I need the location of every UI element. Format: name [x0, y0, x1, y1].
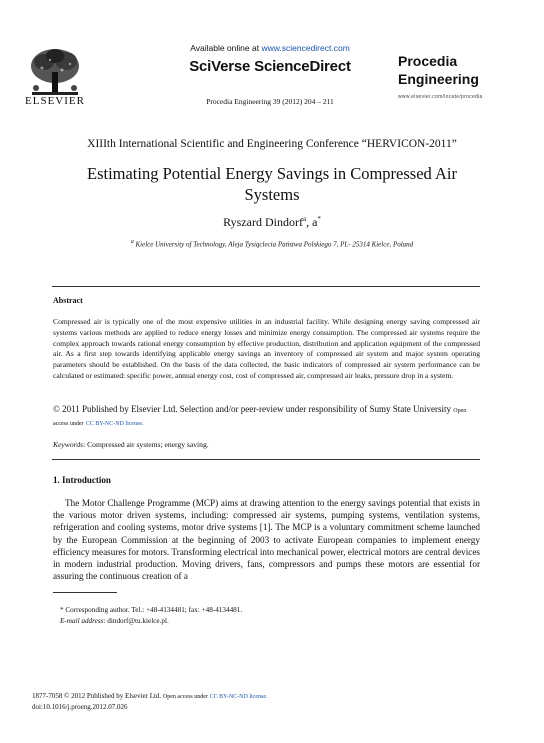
footer-issn-copyright: [32, 692, 268, 700]
footer-license-link[interactable]: CC BY-NC-ND license.: [209, 694, 268, 700]
keywords-text: : Compressed air systems; energy saving.: [83, 440, 209, 449]
open-access-label: Open access under: [53, 408, 467, 427]
journal-name: Procedia Engineering: [398, 53, 479, 87]
abstract-heading: Abstract: [53, 296, 83, 305]
email-text[interactable]: : dindorf@tu.kielce.pl.: [103, 617, 169, 625]
introduction-paragraph: The Motor Challenge Programme (MCP) aims at drawing attention to the energy savings potential that exists in the various motor driven systems, including: compressed air systems, pumping systems, ventilation systems, refrigeration and cooling systems, motor drive systems [1]. The MCP is a voluntary commitment scheme launched by the European Commission at the beginning of 2003 to activate European companies to implement energy efficiency measures for motors. Transforming electrical into mechanical power, electrical motors are central devices in modern industrial production. Moving drivers, fans, compressors and pumps these motors are essential for assuring the continuous creation of a: [53, 498, 480, 582]
footer-open-access: Open access under: [162, 694, 208, 700]
author-corresponding-sup: *: [317, 215, 321, 223]
keywords-label: Keywords: [53, 440, 84, 449]
keywords: [53, 440, 480, 449]
introduction-body: [53, 497, 480, 582]
abstract-bottom-rule: [52, 459, 480, 460]
footer-copyright: 1877-7058 © 2012 Published by Elsevier Ltd.: [32, 692, 162, 700]
affiliation: [40, 239, 504, 248]
author-separator: , a: [306, 215, 318, 229]
sciverse-logo: SciVerse ScienceDirect: [189, 58, 351, 75]
footnote-email: [60, 617, 169, 625]
sciencedirect-link[interactable]: www.sciencedirect.com: [261, 43, 350, 53]
copyright-text: © 2011 Published by Elsevier Ltd. Selection and/or peer-review under responsibility of Sumy State University: [53, 404, 451, 414]
email-label: E-mail address: [60, 617, 104, 625]
conference-name: XIIIth International Scientific and Engineering Conference “HERVICON-2011”: [87, 138, 457, 150]
available-online-line: [150, 43, 390, 53]
elsevier-wordmark: ELSEVIER: [25, 95, 85, 107]
affiliation-text: Kielce University of Technology, Aleja Tysiąclecia Państwa Polskiego 7, PL- 25314 Kielce, Poland: [135, 240, 414, 249]
affiliation-sup: a: [130, 239, 134, 245]
license-link[interactable]: CC BY-NC-ND license.: [85, 421, 144, 427]
available-prefix: Available online at: [190, 43, 260, 53]
procedia-engineering-logo: [398, 52, 494, 100]
copyright-notice: [53, 404, 480, 430]
footer-doi[interactable]: doi:10.1016/j.proeng.2012.07.026: [32, 703, 128, 711]
author-name: Ryszard Dindorf: [223, 215, 303, 229]
journal-url[interactable]: www.elsevier.com/locate/procedia: [398, 94, 483, 100]
paper-title: Estimating Potential Energy Savings in Compressed Air Systems: [86, 164, 457, 204]
section-heading-introduction: 1. Introduction: [53, 475, 111, 485]
footnote-rule: [53, 592, 117, 593]
abstract-body: Compressed air is typically one of the most expensive utilities in an industrial facility. While designing energy saving compressed air systems various methods are applied to reduce energy losses and minimize energy consumption. The compressed air systems require the complex approach towards rational energy consumption by effective production, distribution and application equipment of the compressed air. As a first step towards identifying applicable energy savings an inventory of compressed air system and major system operating parameters should be established. On the basis of the data collected, the basic indicators of compressed air system performance can be calculated or estimated: specific power, annual energy cost, cost of compressed air, compressed air leaks, pressure drop in a system.: [53, 317, 480, 380]
abstract-top-rule: [52, 286, 480, 287]
author-affil-sup: a: [302, 215, 307, 223]
author-line: [40, 215, 504, 230]
footnote-corresponding-author: * Corresponding author. Tel.: +48-4134481; fax: +48-4134481.: [60, 606, 243, 614]
journal-reference: Procedia Engineering 39 (2012) 204 – 211: [206, 97, 334, 106]
